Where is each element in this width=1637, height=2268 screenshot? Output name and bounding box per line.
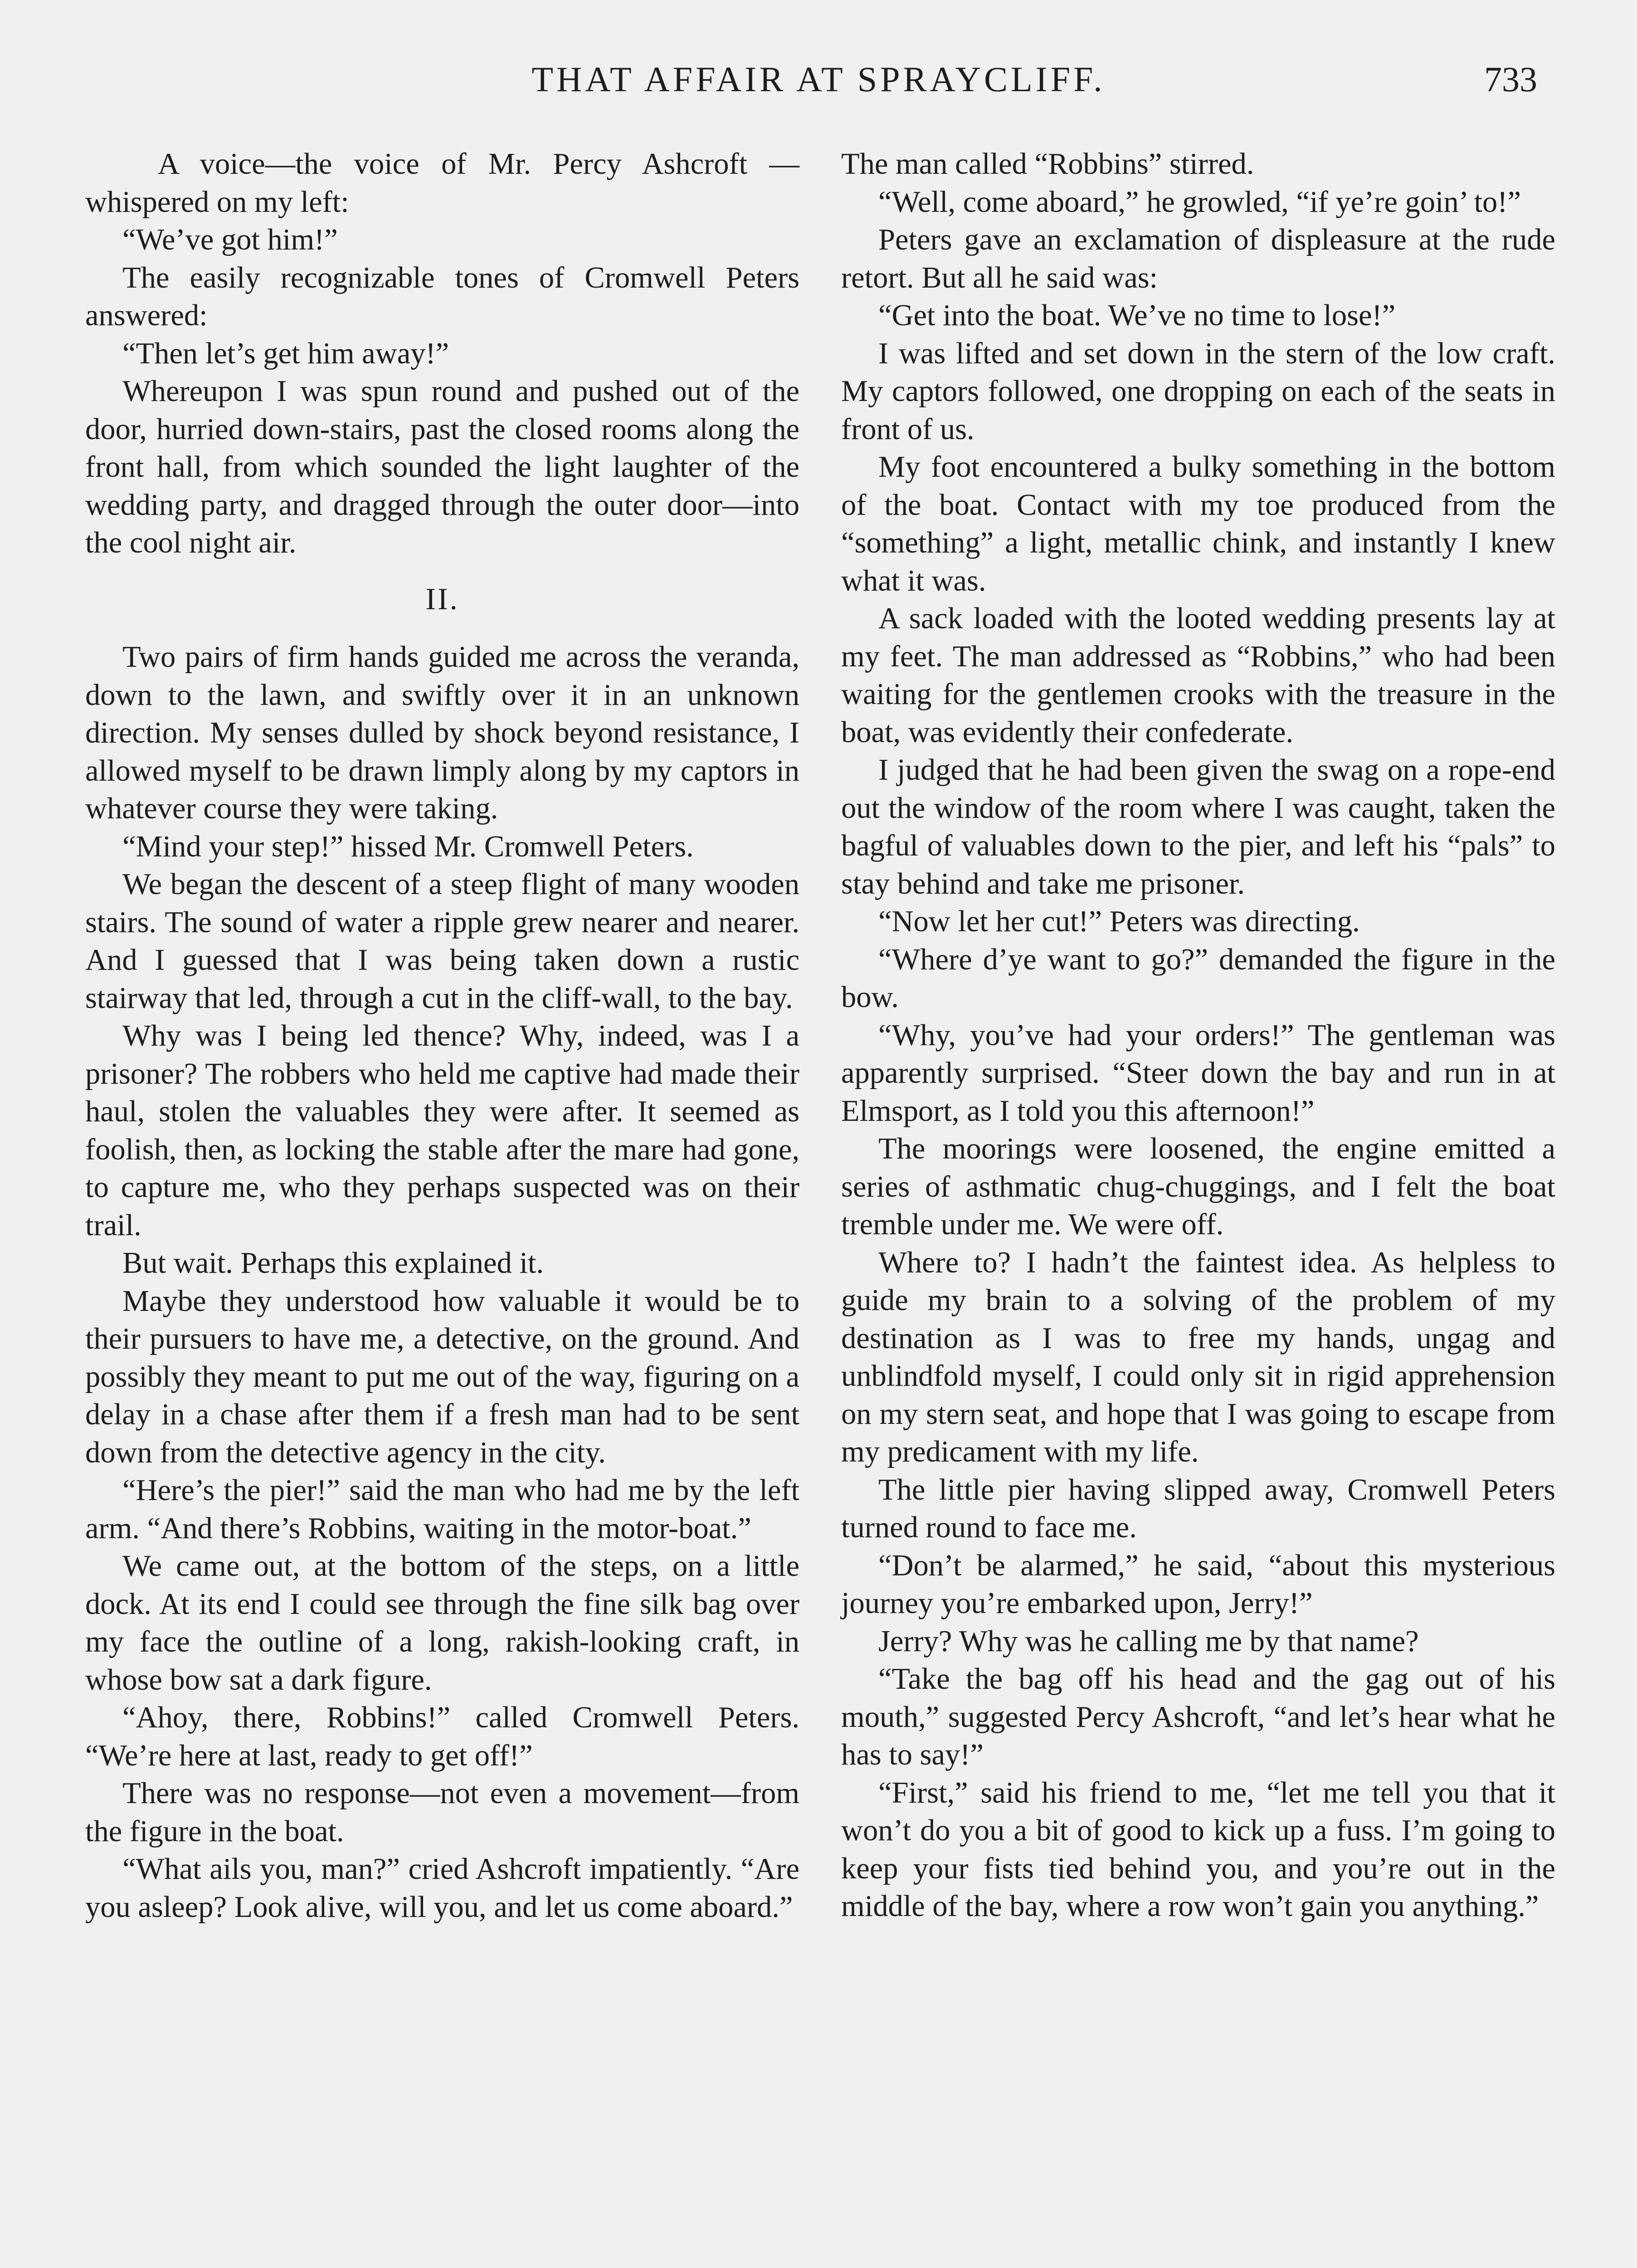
paragraph: “Where d’ye want to go?” demanded the figure in the bow. <box>841 943 1555 1014</box>
paragraph: “Ahoy, there, Robbins!” called Cromwell Peters. “We’re here at last, ready to get off!” <box>85 1701 799 1772</box>
paragraph-continuation: The man called “Robbins” stirred. <box>841 147 1254 181</box>
paragraph: I judged that he had been given the swag on a rope-end out the window of the room where I was caught, taken the bagful of valuables down to the pier, and left his “pals” to stay behind and take me prisoner. <box>841 753 1555 900</box>
paragraph: But wait. Perhaps this explained it. <box>122 1246 544 1280</box>
paragraph: Two pairs of firm hands guided me across the veranda, down to the lawn, and swiftly over it in an unknown direction. My senses dulled by shock beyond resistance, I allowed myself to be drawn limply along by my captors in whatever course they were taking. <box>85 640 799 825</box>
paragraph: “Why, you’ve had your orders!” The gentleman was apparently surprised. “Steer down the bay and run in at Elmsport, as I told you this afternoon!” <box>841 1018 1555 1128</box>
paragraph: “Don’t be alarmed,” he said, “about this mysterious journey you’re embarked upon, Jerry!” <box>841 1549 1555 1620</box>
left-column <box>85 145 799 1926</box>
paragraph: Maybe they understood how valuable it would be to their pursuers to have me, a detective, on the ground. And possibly they meant to put me out of the way, figuring on a delay in a chase after them if a fresh man had to be sent down from the detective agency in the city. <box>85 1284 799 1469</box>
paragraph: Where to? I hadn’t the faintest idea. As helpless to guide my brain to a solving of the problem of my destination as I was to free my hands, ungag and unblindfold myself, I could only sit in rigid apprehension on my stern seat, and hope that I was going to escape from my predicament with my life. <box>841 1246 1555 1468</box>
paragraph: A voice—the voice of Mr. Percy Ashcroft —whispered on my left: <box>85 147 799 219</box>
paragraph: “What ails you, man?” cried Ashcroft impatiently. “Are you asleep? Look alive, will you, and let us come aboard.” <box>85 1853 799 1924</box>
right-column <box>841 145 1555 1926</box>
section-heading: II. <box>425 581 459 616</box>
paragraph: “Mind your step!” hissed Mr. Cromwell Peters. <box>122 830 694 863</box>
paragraph: Peters gave an exclamation of displeasure at the rude retort. But all he said was: <box>841 223 1555 294</box>
paragraph: The easily recognizable tones of Cromwell Peters answered: <box>85 261 799 332</box>
paragraph: Whereupon I was spun round and pushed out of the door, hurried down-stairs, past the closed rooms along the front hall, from which sounded the light laughter of the wedding party, and dragged through the outer door—into the cool night air. <box>85 375 799 559</box>
paragraph: There was no response—not even a movement—from the figure in the boat. <box>85 1777 799 1848</box>
paragraph: Jerry? Why was he calling me by that name? <box>878 1624 1419 1658</box>
paragraph: The little pier having slipped away, Cromwell Peters turned round to face me. <box>841 1473 1555 1544</box>
paragraph: We came out, at the bottom of the steps, on a little dock. At its end I could see through the fine silk bag over my face the outline of a long, rakish-looking craft, in whose bow sat a dark figure. <box>85 1549 799 1696</box>
paragraph: “Here’s the pier!” said the man who had me by the left arm. “And there’s Robbins, waiting in the motor-boat.” <box>85 1474 799 1545</box>
paragraph: “Get into the boat. We’ve no time to lose!” <box>878 299 1396 332</box>
paragraph: Why was I being led thence? Why, indeed, was I a prisoner? The robbers who held me captive had made their haul, stolen the valuables they were after. It seemed as foolish, then, as locking the stable after the mare had gone, to capture me, who they perhaps suspected was on their trail. <box>85 1019 799 1242</box>
running-title: THAT AFFAIR AT SPRAYCLIFF. <box>531 59 1106 99</box>
paragraph: “First,” said his friend to me, “let me tell you that it won’t do you a bit of good to kick up a fuss. I’m going to keep your fists tied behind you, and you’re out in the middle of the bay, where a row won’t gain you anything.” <box>841 1776 1555 1923</box>
paragraph: “Well, come aboard,” he growled, “if ye’re goin’ to!” <box>878 185 1521 219</box>
page-number: 733 <box>1484 59 1537 99</box>
paragraph: My foot encountered a bulky something in the bottom of the boat. Contact with my toe produced from the “something” a light, metallic chink, and instantly I knew what it was. <box>841 450 1555 597</box>
paragraph: “Then let’s get him away!” <box>122 337 449 370</box>
paragraph: A sack loaded with the looted wedding presents lay at my feet. The man addressed as “Robbins,” who had been waiting for the gentlemen crooks with the treasure in the boat, was evidently their confederate. <box>841 602 1555 749</box>
paragraph: The moorings were loosened, the engine emitted a series of asthmatic chug-chuggings, and I felt the boat tremble under me. We were off. <box>841 1132 1555 1241</box>
paragraph: I was lifted and set down in the stern of the low craft. My captors followed, one dropping on each of the seats in front of us. <box>841 337 1555 446</box>
paragraph: “We’ve got him!” <box>122 223 338 256</box>
paragraph: “Now let her cut!” Peters was directing. <box>878 905 1360 938</box>
paragraph: We began the descent of a steep flight of many wooden stairs. The sound of water a ripple grew nearer and nearer. And I guessed that I was being taken down a rustic stairway that led, through a cut in the cliff-wall, to the bay. <box>85 868 799 1015</box>
running-head <box>86 54 1551 104</box>
paragraph: “Take the bag off his head and the gag out of his mouth,” suggested Percy Ashcroft, “and let’s hear what he has to say!” <box>841 1662 1555 1771</box>
